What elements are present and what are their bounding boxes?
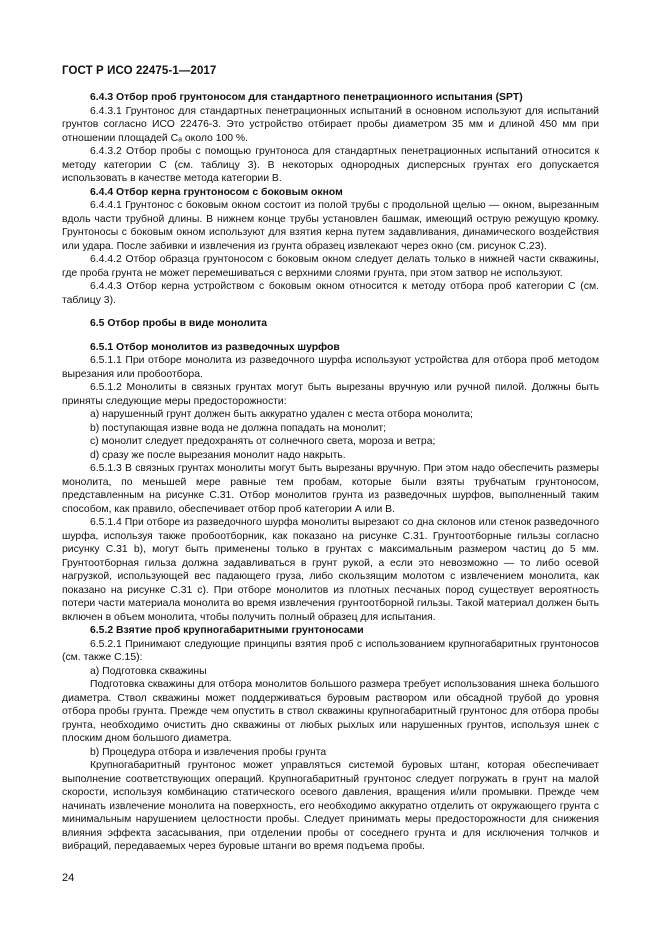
section-heading-6-5: 6.5 Отбор пробы в виде монолита (90, 318, 268, 329)
page-number: 24 (62, 872, 75, 884)
list-item: b) Процедура отбора и извлечения пробы грунта (90, 746, 327, 758)
paragraph: Подготовка скважины для отбора монолитов большого размера требует использования шнека большого диаметра. Ствол скважины может поддерживаться буровым раствором или обсадной трубой до уровня отбора пробы грунта. Прежде чем опустить в ствол скважины крупногабаритный грунтонос для отбора пробы грунта, необходимо очистить дно скважины от любых рыхлых или нарушенных грунтов, используя шнек с плоским дном большого диаметра. (62, 679, 599, 744)
section-heading-6-4-4: 6.4.4 Отбор керна грунтоносом с боковым окном (90, 186, 343, 198)
paragraph: 6.4.4.1 Грунтонос с боковым окном состоит из полой трубы с продольной щелью — окном, вырезанным вдоль части трубной длины. В нижнем конце трубы установлен башмак, имеющий острую режущую кромку. Грунтоносы с боковым окном используют для взятия керна путем задавливания, динамического воздействия или удара. После забивки и извлечения из грунта образец извлекают через окно (см. рисунок С.23). (62, 200, 599, 252)
list-item: a) нарушенный грунт должен быть аккуратно удален с места отбора монолита; (90, 409, 473, 420)
list-item: b) поступающая извне вода не должна попадать на монолит; (90, 422, 387, 434)
paragraph: 6.5.1.3 В связных грунтах монолиты могут быть вырезаны вручную. При этом надо обеспечить размеры монолита, по меньшей мере равные тем пробам, которые были взяты трубчатым грунтоносом, представленным на рисунке С.31. Отбор монолитов грунта из разведочных шурфов, выполненный таким способом, как правило, обеспечивает отбор проб категории А или В. (62, 463, 599, 515)
section-heading-6-5-2: 6.5.2 Взятие проб крупногабаритными грунтоносами (90, 625, 364, 636)
paragraph: 6.4.3.1 Грунтонос для стандартных пенетрационных испытаний в основном используют для испытаний грунтов согласно ИСО 22476-3. Это устройство отбирает пробы диаметром 35 мм и длиной 450 мм при отношении площадей Cₐ около 100 %. (62, 105, 599, 144)
paragraph: 6.5.2.1 Принимают следующие принципы взятия проб с использованием крупногабаритных грунтоносов (см. также С.15): (62, 638, 599, 663)
paragraph: 6.4.3.2 Отбор пробы с помощью грунтоноса для стандартных пенетрационных испытаний относится к методу категории С (см. таблицу 3). В некоторых однородных дисперсных грунтах его допускается использовать в качестве метода категории В. (62, 146, 599, 184)
paragraph: 6.5.1.1 При отборе монолита из разведочного шурфа используют устройства для отбора проб методом вырезания или пробоотбора. (62, 355, 599, 380)
document-body (62, 91, 599, 854)
paragraph: 6.4.4.3 Отбор керна устройством с боковым окном относится к методу отбора проб категории С (см. таблицу 3). (62, 281, 599, 306)
section-heading-6-4-3: 6.4.3 Отбор проб грунтоносом для стандартного пенетрационного испытания (SPT) (90, 92, 523, 103)
list-item: a) Подготовка скважины (90, 665, 207, 677)
list-item: c) монолит следует предохранять от солнечного света, мороза и ветра; (90, 436, 436, 447)
list-item: d) сразу же после вырезания монолит надо накрыть. (90, 449, 346, 461)
paragraph: 6.5.1.2 Монолиты в связных грунтах могут быть вырезаны вручную или ручной пилой. Должны быть приняты следующие меры предосторожности: (62, 382, 599, 407)
paragraph: Крупногабаритный грунтонос может управляться системой буровых штанг, которая обеспечивает выполнение соответствующих операций. Крупногабаритный грунтонос следует погружать в грунт на малой скорости, используя комбинацию статического осевого давления, вращения и/или промывки. Прежде чем начинать извлечение монолита на поверхность, его необходимо аккуратно отделить от окружающего грунта с минимальным нарушением целостности пробы. Следует принимать меры предосторожности для снижения влияния эффекта засасывания, при отделении пробы от соседнего грунта и для исключения толчков и вибраций, передаваемых через буровые штанги во время подъема пробы. (62, 760, 599, 852)
document-header: ГОСТ Р ИСО 22475-1—2017 (62, 65, 217, 77)
paragraph: 6.4.4.2 Отбор образца грунтоносом с боковым окном следует делать только в нижней части скважины, где проба грунта не может перемешиваться с верхними слоями грунта, при этом затвор не используют. (62, 254, 599, 279)
section-heading-6-5-1: 6.5.1 Отбор монолитов из разведочных шурфов (90, 341, 340, 353)
paragraph: 6.5.1.4 При отборе из разведочного шурфа монолиты вырезают со дна склонов или стенок разведочного шурфа, используя также пробоотборник, как показано на рисунке С.31. Грунтоотборные гильзы согласно рисунку С.31 b), могут быть применены только в грунтах с максимальным размером частиц до 5 мм. Грунтоотборная гильза должна задавливаться в грунт рукой, а если это невозможно — то либо осевой нагрузкой, использующей вес падающего груза, либо скользящим молотом с извлечением монолита, как показано на рисунке С.31 с). При отборе монолитов из плотных песчаных пород существует вероятность потери части материала монолита во время извлечения грунтоотборной гильзы. Такой материал должен быть включен в объем монолита, чтобы получить полный образец для испытания. (62, 517, 599, 623)
